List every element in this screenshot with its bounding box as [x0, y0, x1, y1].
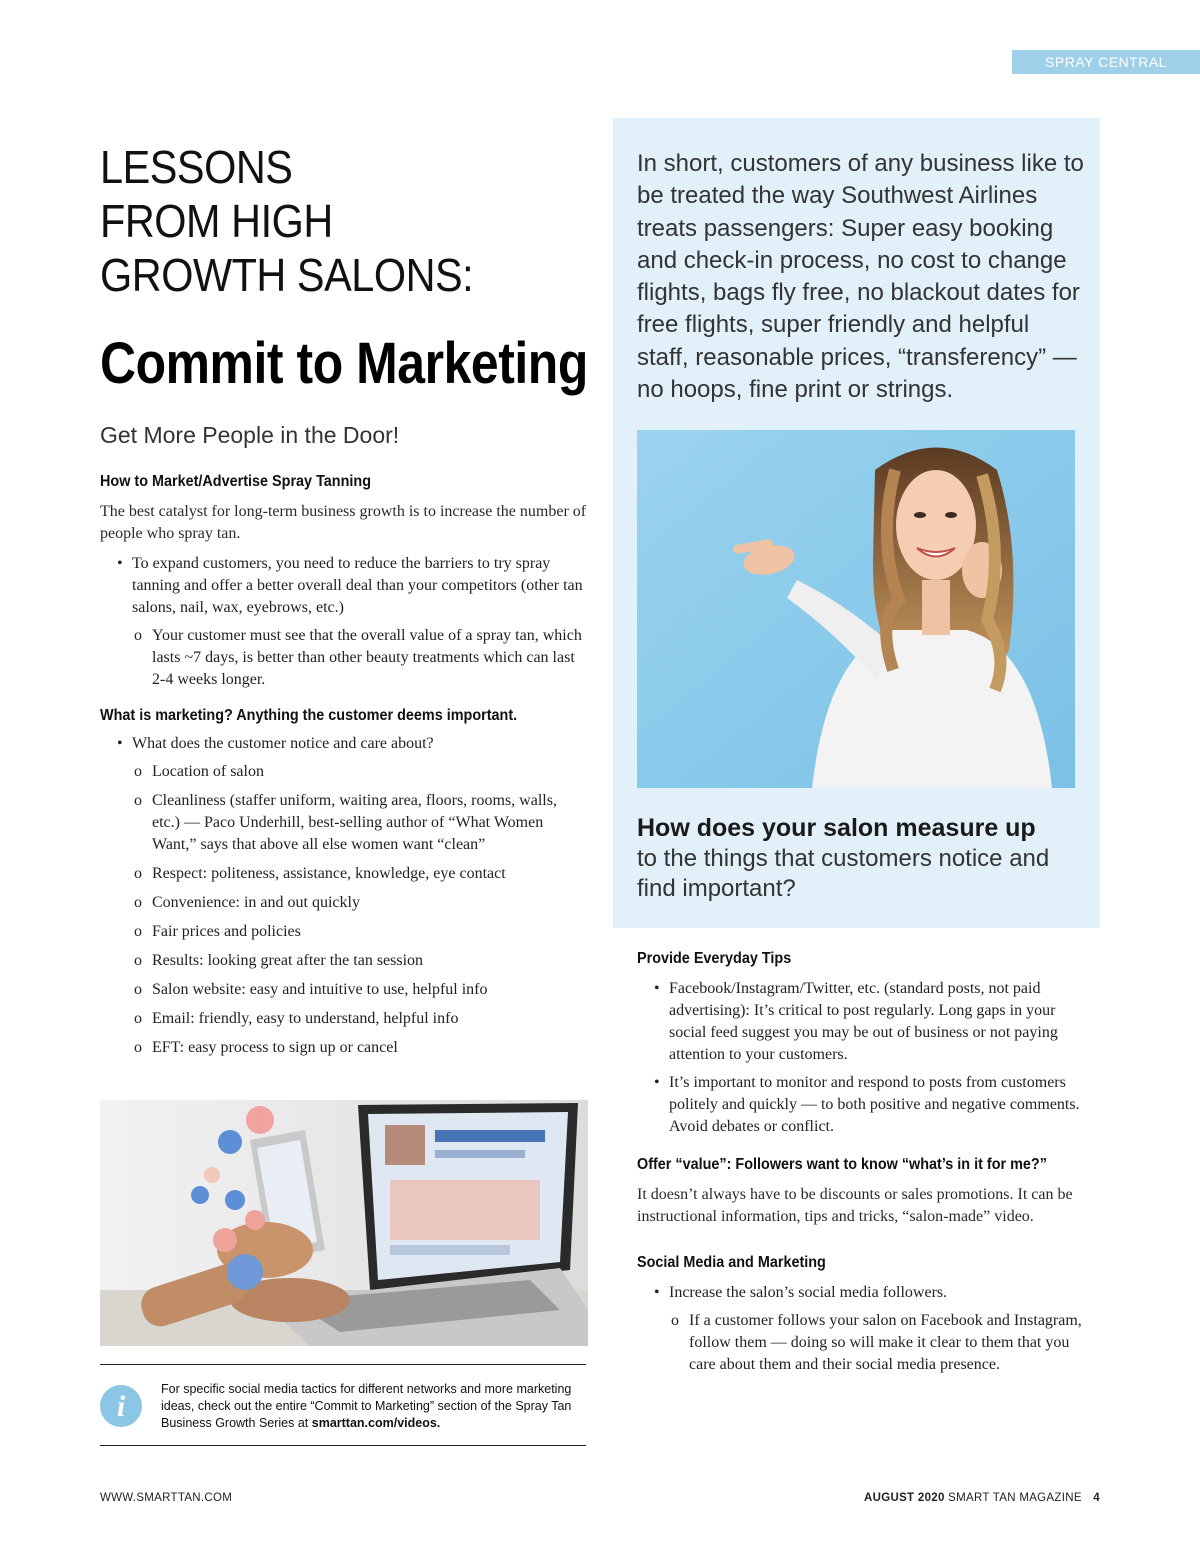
measure-callout — [637, 812, 1087, 904]
sub-list-item-text: Convenience: in and out quickly — [152, 894, 360, 911]
section-heading: Provide Everyday Tips — [637, 950, 792, 967]
kicker-line: GROWTH SALONS: — [100, 249, 474, 301]
sub-list-item — [100, 863, 588, 885]
list-item-text: It’s important to monitor and respond to posts from customers politely and quickly — to both positive and negative comments. Avoid debates or conflict. — [669, 1074, 1080, 1135]
list-item-text: Facebook/Instagram/Twitter, etc. (standard posts, not paid advertising): It’s critical to post regularly. Long gaps in your social feed suggest you may be out of business or not paying attention to your customers. — [669, 980, 1058, 1063]
bullet-list — [637, 1282, 1087, 1376]
footer-website[interactable]: WWW.SMARTTAN.COM — [100, 1492, 233, 1504]
section-heading: How to Market/Advertise Spray Tanning — [100, 473, 371, 490]
info-icon: i — [100, 1385, 142, 1427]
bullet-dot: • — [117, 735, 123, 752]
sub-list-item-text: Salon website: easy and intuitive to use, helpful info — [152, 981, 488, 998]
sub-list-item — [100, 1008, 588, 1030]
bullet-dot: • — [654, 1074, 660, 1091]
list-item-text: Increase the salon’s social media followers. — [669, 1284, 948, 1301]
sub-list-item-text: Respect: politeness, assistance, knowledge, eye contact — [152, 865, 506, 882]
info-text — [161, 1381, 591, 1432]
sub-bullet: o — [134, 894, 142, 911]
kicker-line: LESSONS — [100, 141, 293, 193]
bullet-list — [100, 553, 588, 691]
info-text-body: For specific social media tactics for different networks and more marketing ideas, check out the entire “Commit to Marketing” section of the Spray Tan Business Growth Series at — [161, 1382, 572, 1430]
woman-pointing-illustration — [637, 430, 1075, 788]
sub-list-item — [100, 950, 588, 972]
sub-list-item-text: Location of salon — [152, 763, 264, 780]
info-link[interactable]: smarttan.com/videos. — [311, 1416, 441, 1430]
paragraph: The best catalyst for long-term business growth is to increase the number of people who spray tan. — [100, 503, 587, 542]
sub-bullet: o — [134, 952, 142, 969]
sub-list — [132, 761, 588, 1059]
sub-list-item — [100, 892, 588, 914]
sub-bullet: o — [134, 981, 142, 998]
sub-bullet: o — [134, 627, 142, 644]
bullet-list — [637, 978, 1087, 1138]
sub-list-item — [100, 921, 588, 943]
sub-list-item-text: Fair prices and policies — [152, 923, 301, 940]
sub-bullet: o — [134, 865, 142, 882]
footer-issue — [864, 1492, 1100, 1504]
sub-list-item-text: Your customer must see that the overall value of a spray tan, which lasts ~7 days, is better than other beauty treatments which can last 2-4 weeks longer. — [152, 627, 582, 688]
list-item — [637, 978, 1087, 1066]
list-item-text: What does the customer notice and care about? — [132, 735, 434, 752]
list-item-text: To expand customers, you need to reduce the barriers to try spray tanning and offer a better overall deal than your competitors (other tan salons, nail, wax, eyebrows, etc.) — [132, 555, 583, 616]
paragraph: It doesn’t always have to be discounts or sales promotions. It can be instructional information, tips and tricks, “salon-made” video. — [637, 1186, 1073, 1225]
sub-list-item — [100, 625, 588, 691]
sub-bullet: o — [134, 1039, 142, 1056]
sub-list-item — [100, 1037, 588, 1059]
article-subhead: Get More People in the Door! — [100, 422, 400, 448]
section-heading: Offer “value”: Followers want to know “what’s in it for me?” — [637, 1156, 1047, 1173]
bullet-dot: • — [117, 555, 123, 572]
sub-list — [132, 625, 588, 691]
sub-bullet: o — [134, 1010, 142, 1027]
sub-bullet: o — [134, 763, 142, 780]
sub-list-item — [100, 979, 588, 1001]
sub-bullet: o — [134, 923, 142, 940]
list-item — [637, 1072, 1087, 1138]
bullet-dot: • — [654, 980, 660, 997]
right-column — [637, 950, 1087, 1383]
measure-rest: to the things that customers notice and find important? — [637, 845, 1050, 902]
social-media-photo — [100, 1100, 588, 1346]
footer-date: AUGUST 2020 — [864, 1492, 945, 1504]
kicker-line: FROM HIGH — [100, 195, 333, 247]
sub-list-item-text: Results: looking great after the tan session — [152, 952, 424, 969]
list-item — [100, 733, 588, 1059]
list-item — [100, 553, 588, 691]
section-heading: Social Media and Marketing — [637, 1254, 826, 1271]
sub-bullet: o — [671, 1312, 679, 1329]
kicker-heading — [100, 140, 586, 302]
woman-photo — [637, 430, 1075, 788]
sub-list-item — [100, 790, 588, 856]
footer-magazine: SMART TAN MAGAZINE — [948, 1492, 1082, 1504]
list-item — [637, 1282, 1087, 1376]
bullet-dot: • — [654, 1284, 660, 1301]
measure-bold: How does your salon measure up — [637, 814, 1036, 842]
left-column — [100, 140, 588, 1066]
sub-list-item-text: If a customer follows your salon on Facebook and Instagram, follow them — doing so will make it clear to them that you care about them and their social media presence. — [689, 1312, 1082, 1373]
sub-list-item-text: Cleanliness (staffer uniform, waiting area, floors, rooms, walls, etc.) — Paco Underhill, best-selling author of “What Women Want,” says that above all else women want “clean” — [152, 792, 557, 853]
sub-bullet: o — [134, 792, 142, 809]
bullet-list — [100, 733, 588, 1059]
sub-list — [669, 1310, 1087, 1376]
info-callout — [100, 1364, 586, 1446]
social-media-illustration — [100, 1100, 588, 1346]
sub-list-item — [100, 761, 588, 783]
sub-list-item — [637, 1310, 1087, 1376]
section-heading: What is marketing? Anything the customer deems important. — [100, 707, 518, 724]
sub-list-item-text: EFT: easy process to sign up or cancel — [152, 1039, 398, 1056]
pull-quote: In short, customers of any business like to be treated the way Southwest Airlines treats passengers: Super easy booking and check-in process, no cost to change flights, bags fly free, no blackout dates for free flights, super friendly and helpful staff, reasonable prices, “transferency” — no hoops, fine print or strings. — [637, 150, 1084, 404]
page-number: 4 — [1093, 1492, 1100, 1504]
sub-list-item-text: Email: friendly, easy to understand, helpful info — [152, 1010, 459, 1027]
article-title: Commit to Marketing — [100, 331, 588, 396]
section-tag: SPRAY CENTRAL — [1012, 50, 1200, 74]
